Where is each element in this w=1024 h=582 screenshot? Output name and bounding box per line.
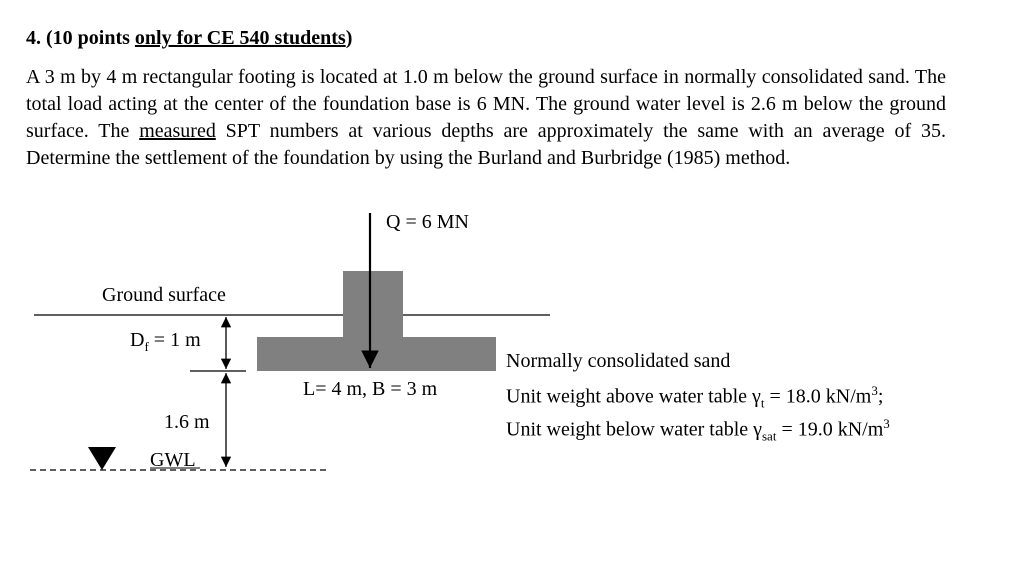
uw-above-subscript: t [760,395,765,411]
df-value: = 1 m [148,329,201,351]
footing-column [343,271,403,337]
problem-part2: SPT numbers at various depths are approximately the same with an average of 35. Determine the settlement of the foundation by using the Burland and Burbridge (1985) method. [26,120,947,169]
heading-underlined: only for CE 540 students [134,27,346,49]
dimensions-label: L= 4 m, B = 3 m [303,378,438,400]
uw-above-end: ; [877,385,884,408]
problem-underlined: measured [139,120,216,142]
uw-below-superscript: 3 [883,416,890,431]
ground-surface-label: Ground surface [102,284,226,306]
df-subscript: f [144,339,149,354]
uw-below-subscript: sat [762,428,777,444]
uw-above-superscript: 3 [871,383,878,398]
unit-weight-above-label [506,383,883,412]
unit-weight-below-label [506,416,890,445]
df-label [130,329,201,355]
uw-below-value: = 19.0 kN/m [776,418,884,441]
footing-base [257,337,496,371]
load-label: Q = 6 MN [386,211,469,233]
uw-below-prefix: Unit weight below water table γ [506,418,762,441]
heading-suffix: ) [345,27,353,49]
uw-above-prefix: Unit weight above water table γ [506,385,761,408]
df-prefix: D [130,329,145,351]
gwl-label: GWL [150,449,196,471]
heading-number: 4. (10 points [26,27,135,49]
water-table-symbol [88,447,116,470]
uw-above-value: = 18.0 kN/m [764,385,872,408]
depth-label: 1.6 m [164,411,210,433]
problem-part1: A 3 m by 4 m rectangular footing is located at 1.0 m below the ground surface in normally consolidated sand. The total load acting at the center of the foundation base is 6 MN. The ground water level is 2.6 m below the ground surface. The [26,66,946,142]
soil-name-label: Normally consolidated sand [506,350,731,372]
